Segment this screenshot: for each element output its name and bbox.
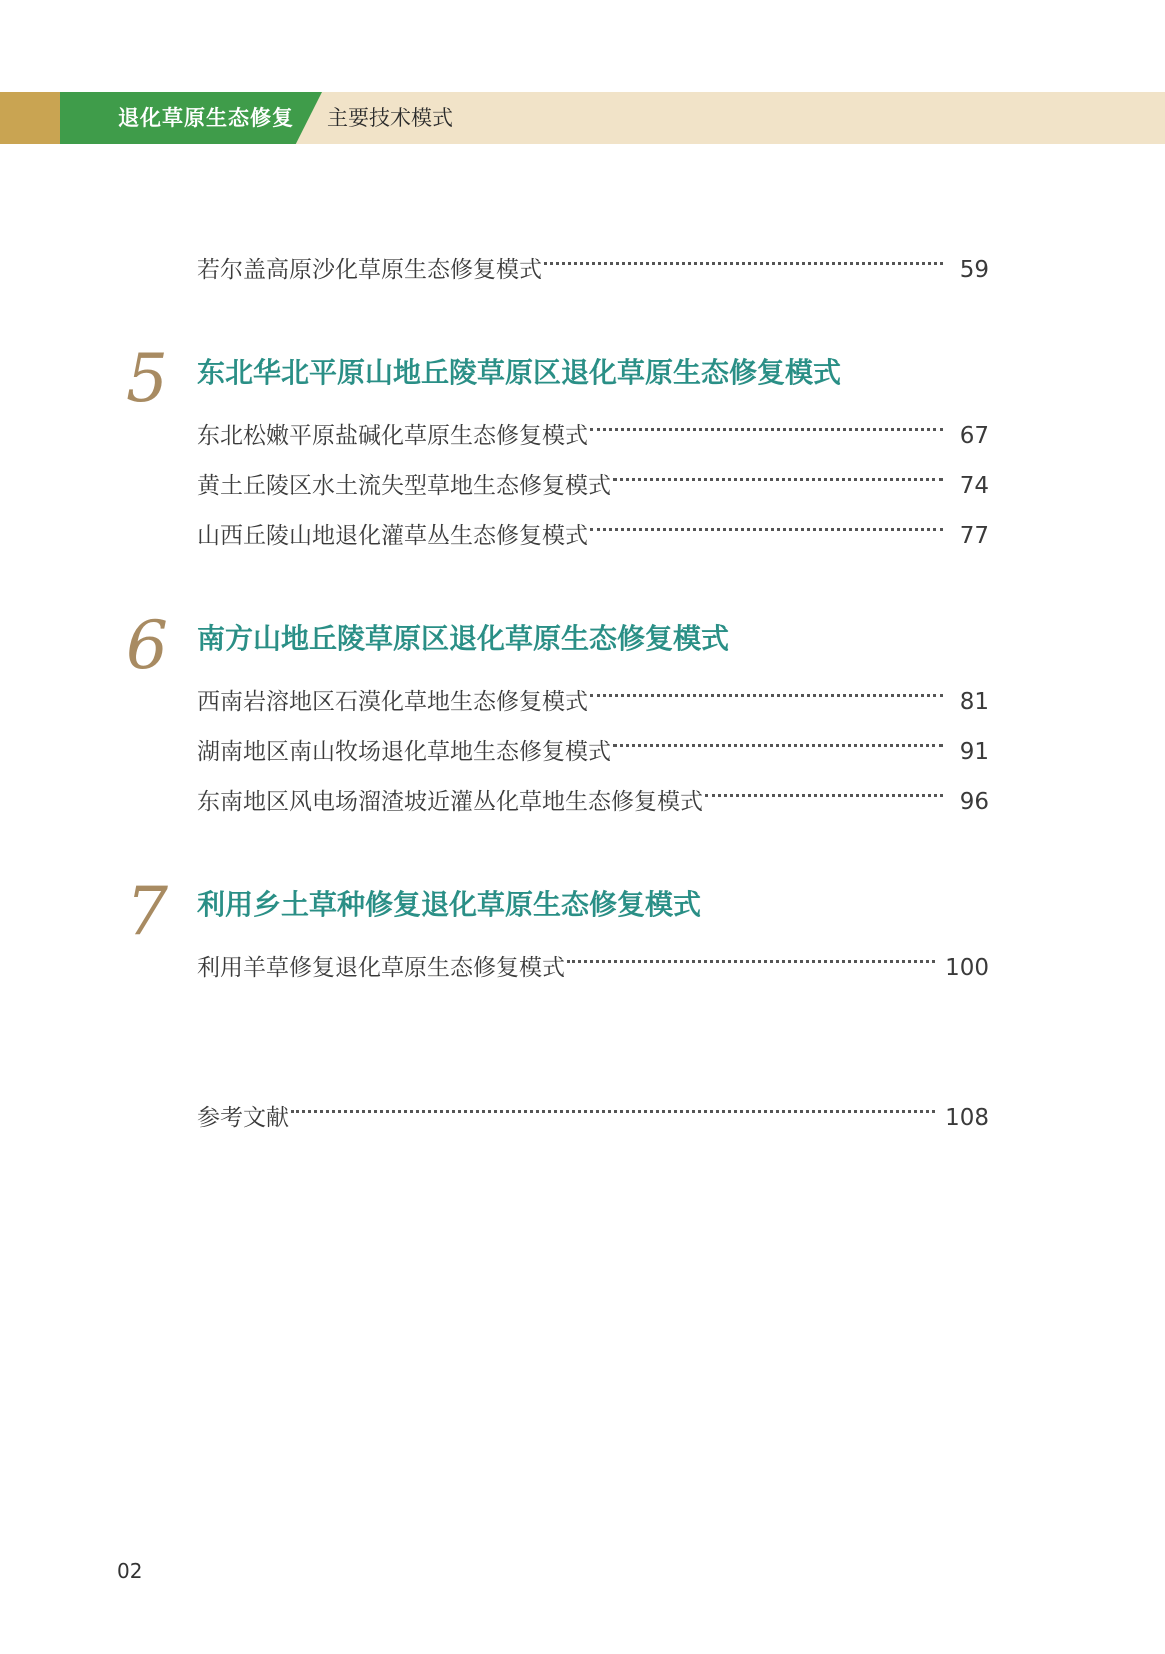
toc-entry-references[interactable] <box>197 1101 989 1135</box>
chapter-number: 6 <box>126 607 168 684</box>
chapter-number: 5 <box>126 340 168 417</box>
chapter-title[interactable]: 东北华北平原山地丘陵草原区退化草原生态修复模式 <box>197 356 842 389</box>
toc-entry-title: 东南地区风电场溜渣坡近灌丛化草地生态修复模式 <box>197 789 703 815</box>
toc-entry-page: 108 <box>945 1105 989 1131</box>
page-number: 02 <box>117 1559 143 1583</box>
toc-entry[interactable] <box>197 519 989 553</box>
toc-entry-title: 若尔盖高原沙化草原生态修复模式 <box>197 257 542 283</box>
toc-entry[interactable] <box>197 951 989 985</box>
book-title: 退化草原生态修复 <box>118 105 294 130</box>
toc-entry-page: 67 <box>959 423 989 449</box>
chapter-number: 7 <box>126 873 168 950</box>
toc-leader-dots <box>613 744 943 747</box>
toc-leader-dots <box>590 428 943 431</box>
toc-entry-page: 81 <box>959 689 989 715</box>
toc-entry-title: 参考文献 <box>197 1105 289 1131</box>
chapter-title[interactable]: 利用乡土草种修复退化草原生态修复模式 <box>197 888 702 921</box>
toc-entry[interactable] <box>197 469 989 503</box>
toc-entry-page: 77 <box>959 523 989 549</box>
toc-leader-dots <box>544 262 943 265</box>
toc-entry[interactable] <box>197 419 989 453</box>
toc-entry-title: 黄土丘陵区水土流失型草地生态修复模式 <box>197 473 611 499</box>
toc-entry[interactable] <box>197 785 989 819</box>
toc-entry-page: 96 <box>959 789 989 815</box>
toc-leader-dots <box>613 478 943 481</box>
toc-entry-title: 山西丘陵山地退化灌草丛生态修复模式 <box>197 523 588 549</box>
toc-entry-title: 湖南地区南山牧场退化草地生态修复模式 <box>197 739 611 765</box>
header-gold-block <box>0 92 60 144</box>
toc-entry-page: 74 <box>959 473 989 499</box>
toc-entry-title: 东北松嫩平原盐碱化草原生态修复模式 <box>197 423 588 449</box>
toc-entry[interactable] <box>197 735 989 769</box>
toc-leader-dots <box>590 694 943 697</box>
toc-leader-dots <box>590 528 943 531</box>
toc-entry-page: 91 <box>959 739 989 765</box>
toc-entry-page: 100 <box>945 955 989 981</box>
section-subtitle: 主要技术模式 <box>327 106 453 130</box>
toc-leader-dots <box>567 960 935 963</box>
toc-entry[interactable] <box>197 685 989 719</box>
toc-entry-title: 利用羊草修复退化草原生态修复模式 <box>197 955 565 981</box>
chapter-title[interactable]: 南方山地丘陵草原区退化草原生态修复模式 <box>197 622 730 655</box>
toc-leader-dots <box>705 794 943 797</box>
toc-entry-page: 59 <box>959 257 989 283</box>
toc-entry[interactable] <box>197 253 989 287</box>
toc-leader-dots <box>291 1110 935 1113</box>
toc-entry-title: 西南岩溶地区石漠化草地生态修复模式 <box>197 689 588 715</box>
